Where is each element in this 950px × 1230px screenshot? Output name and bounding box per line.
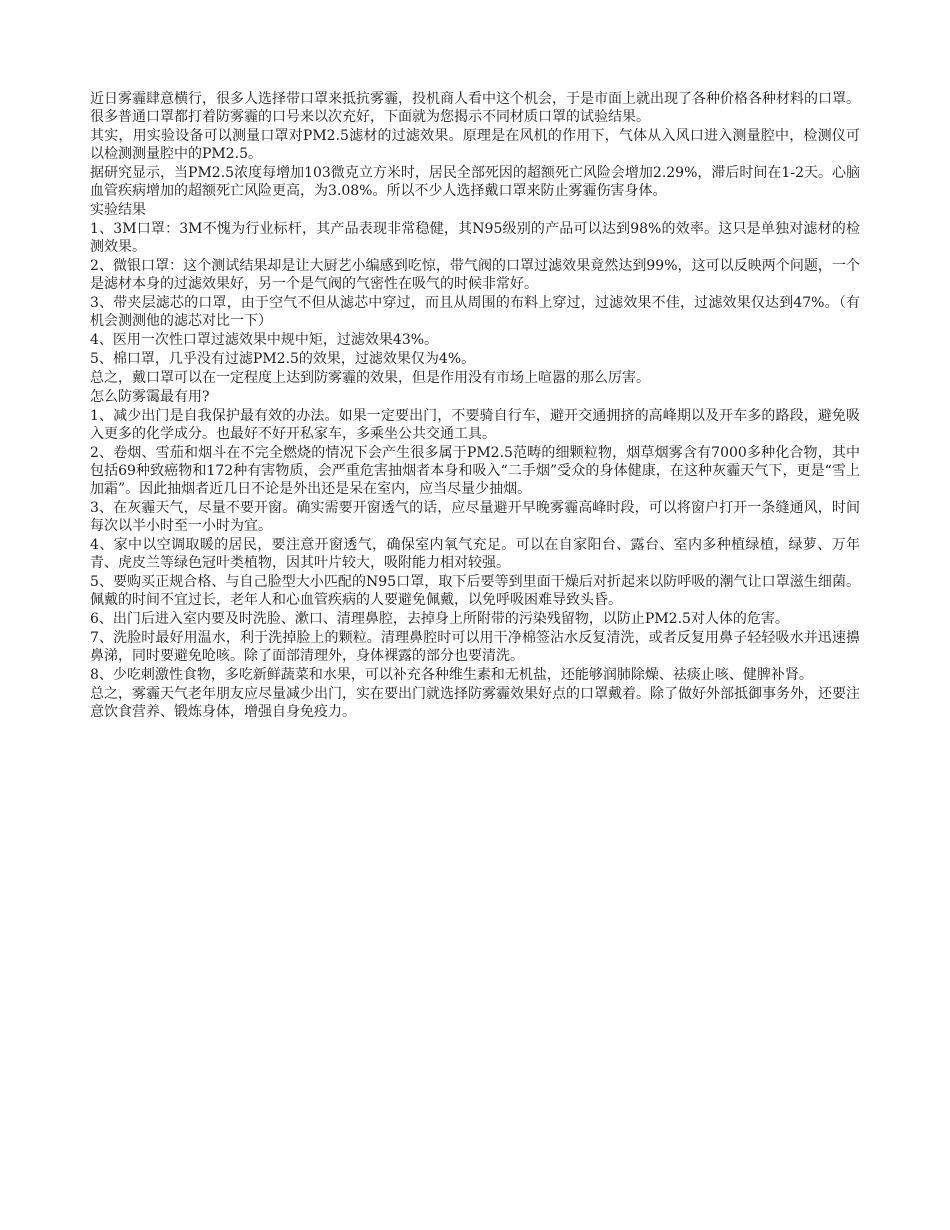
- article-body: [90, 90, 860, 722]
- tip-item: 4、家中以空调取暖的居民，要注意开窗透气，确保室内氧气充足。可以在自家阳台、露台、室内多种植绿植，绿萝、万年青、虎皮兰等绿色冠叶类植物，因其叶片较大，吸附能力相对较强。: [90, 537, 860, 571]
- result-item: 1、3M口罩：3M不愧为行业标杆，其产品表现非常稳健，其N95级别的产品可以达到98%的效率。这只是单独对滤材的检测效果。: [90, 221, 860, 255]
- tip-item: 8、少吃刺激性食物，多吃新鲜蔬菜和水果，可以补充各种维生素和无机盐，还能够润肺除燥、祛痰止咳、健脾补肾。: [90, 667, 813, 683]
- tip-item: 5、要购买正规合格、与自己脸型大小匹配的N95口罩，取下后要等到里面干燥后对折起来以防呼吸的潮气让口罩滋生细菌。佩戴的时间不宜过长，老年人和心血管疾病的人要避免佩戴，以免呼吸困难导致头昏。: [90, 574, 860, 608]
- tip-item: 1、减少出门是自我保护最有效的办法。如果一定要出门，不要骑自行车，避开交通拥挤的高峰期以及开车多的路段，避免吸入更多的化学成分。也最好不好开私家车，多乘坐公共交通工具。: [90, 408, 860, 442]
- tip-item: 6、出门后进入室内要及时洗脸、漱口、清理鼻腔，去掉身上所附带的污染残留物，以防止PM2.5对人体的危害。: [90, 611, 789, 627]
- intro-paragraph: 近日雾霾肆意横行，很多人选择带口罩来抵抗雾霾，投机商人看中这个机会，于是市面上就出现了各种价格各种材料的口罩。很多普通口罩都打着防雾霾的口号来以次充好，下面就为您揭示不同材质口罩的试验结果。: [90, 91, 860, 125]
- research-paragraph: 据研究显示，当PM2.5浓度每增加103微克立方米时，居民全部死因的超额死亡风险会增加2.29%，滞后时间在1-2天。心脑血管疾病增加的超额死亡风险更高，为3.08%。所以不少人选择戴口罩来防止雾霾伤害身体。: [90, 165, 860, 199]
- conclusion-paragraph: 总之，雾霾天气老年朋友应尽量减少出门，实在要出门就选择防雾霾效果好点的口罩戴着。除了做好外部抵御事务外，还要注意饮食营养、锻炼身体，增强自身免疫力。: [90, 686, 860, 720]
- principle-paragraph: 其实，用实验设备可以测量口罩对PM2.5滤材的过滤效果。原理是在风机的作用下，气体从入风口进入测量腔中，检测仪可以检测测量腔中的PM2.5。: [90, 128, 860, 162]
- tip-item: 3、在灰霾天气，尽量不要开窗。确实需要开窗透气的话，应尽量避开早晚雾霾高峰时段，可以将窗户打开一条缝通风，时间每次以半小时至一小时为宜。: [90, 500, 860, 534]
- tip-item: 7、洗脸时最好用温水，利于洗掉脸上的颗粒。清理鼻腔时可以用干净棉签沾水反复清洗，或者反复用鼻子轻轻吸水并迅速擤鼻涕，同时要避免呛咳。除了面部清理外，身体裸露的部分也要清洗。: [90, 630, 860, 664]
- results-heading: 实验结果: [90, 202, 146, 218]
- result-item: 5、棉口罩，几乎没有过滤PM2.5的效果，过滤效果仅为4%。: [90, 351, 476, 367]
- result-item: 2、微银口罩：这个测试结果却是让大厨艺小编感到吃惊，带气阀的口罩过滤效果竟然达到99%，这可以反映两个问题，一个是滤材本身的过滤效果好，另一个是气阀的气密性在吸气的时候非常好。: [90, 258, 860, 292]
- tip-item: 2、卷烟、雪茄和烟斗在不完全燃烧的情况下会产生很多属于PM2.5范畴的细颗粒物，烟草烟雾含有7000多种化合物，其中包括69种致癌物和172种有害物质，会严重危害抽烟者本身和吸入“二手烟”受众的身体健康，在这种灰霾天气下，更是“雪上加霜”。因此抽烟者近几日不论是外出还是呆在室内，应当尽量少抽烟。: [90, 445, 860, 497]
- prevention-heading: 怎么防雾霭最有用?: [90, 389, 210, 405]
- result-item: 3、带夹层滤芯的口罩，由于空气不但从滤芯中穿过，而且从周围的布料上穿过，过滤效果不佳，过滤效果仅达到47%。（有机会测测他的滤芯对比一下）: [90, 295, 860, 329]
- results-summary: 总之，戴口罩可以在一定程度上达到防雾霾的效果，但是作用没有市场上喧嚣的那么厉害。: [90, 370, 650, 386]
- result-item: 4、医用一次性口罩过滤效果中规中矩，过滤效果43%。: [90, 332, 439, 348]
